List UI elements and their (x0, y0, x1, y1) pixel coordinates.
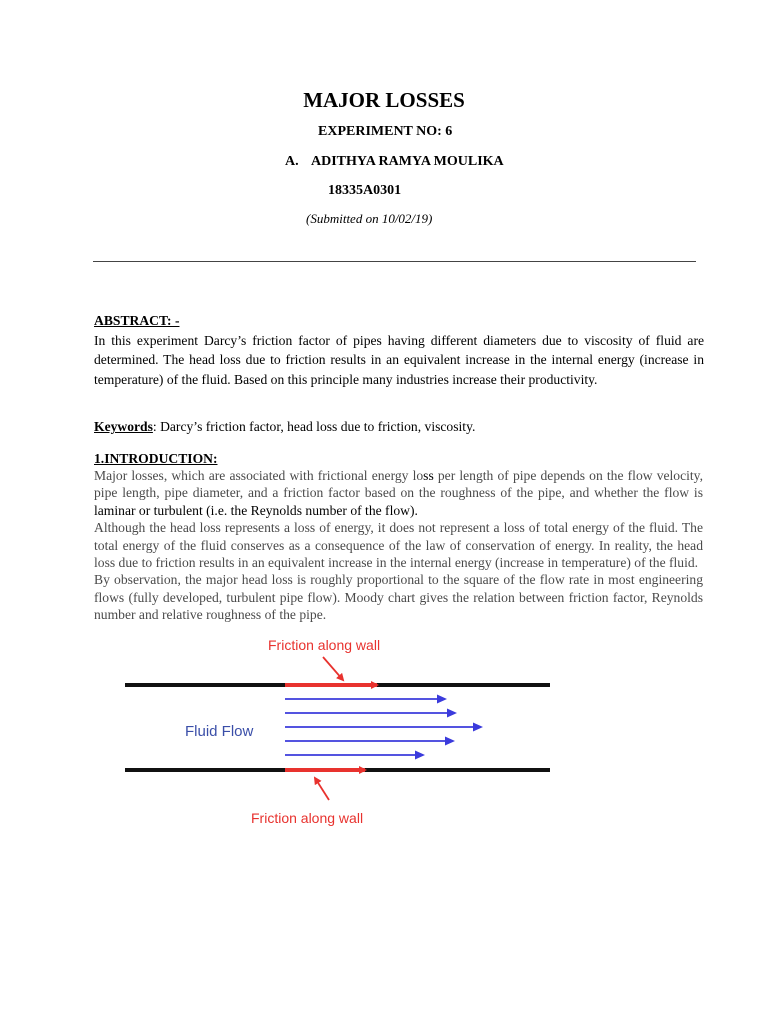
friction-figure (125, 635, 555, 830)
abstract-text: In this experiment Darcy’s friction factor of pipes having different diameters due to viscosity of fluid are determined. The head loss due to friction results in an equivalent increase in the internal energy (increase in temperature) of the fluid. Based on this principle many industries increase their productivity. (94, 332, 704, 387)
horizontal-rule (93, 261, 696, 262)
keywords-text: : Darcy’s friction factor, head loss due to friction, viscosity. (152, 419, 476, 434)
intro-p1-a: Major losses, which are associated with frictional energy lo (94, 468, 424, 483)
figure-label-top: Friction along wall (268, 637, 381, 653)
annotation-arrow-top (323, 657, 343, 680)
figure-label-bottom: Friction along wall (251, 810, 364, 826)
roll-number: 18335A0301 (328, 183, 402, 198)
introduction-heading: 1.INTRODUCTION: (94, 451, 218, 466)
annotation-arrow-bottom (315, 778, 329, 800)
experiment-number: EXPERIMENT NO: 6 (318, 124, 453, 139)
keywords-label: Keywords (94, 419, 153, 434)
author-name: ADITHYA RAMYA MOULIKA (311, 154, 504, 169)
keywords-section (94, 417, 704, 437)
figure-label-flow: Fluid Flow (185, 723, 254, 740)
intro-p2: Although the head loss represents a loss of energy, it does not represent a loss of total energy of the fluid. The total energy of the fluid conserves as a consequence of the law of conservation of energy. In reality, the head loss due to friction results in an equivalent increase in the internal energy (increase in temperature) of the fluid. (94, 520, 703, 571)
abstract-section (94, 311, 704, 389)
author (285, 154, 504, 170)
intro-p1-c: per length of pipe depends on the flow velocity, pipe length, pipe diameter, and a friction factor based on the roughness of the pipe, and whether the flow is (94, 468, 703, 501)
page-title: MAJOR LOSSES (303, 88, 465, 112)
intro-p1-b: ss (423, 468, 434, 483)
intro-p1-d: laminar or turbulent (i.e. the Reynolds number of the flow). (94, 502, 418, 518)
introduction-text (94, 467, 703, 624)
submission-date: (Submitted on 10/02/19) (306, 211, 433, 226)
intro-p3: By observation, the major head loss is roughly proportional to the square of the flow rate in most engineering flows (fully developed, turbulent pipe flow). Moody chart gives the relation between friction factor, Reynolds number and relative roughness of the pipe. (94, 572, 703, 623)
abstract-heading: ABSTRACT: - (94, 313, 180, 328)
author-initial: A. (285, 154, 299, 169)
